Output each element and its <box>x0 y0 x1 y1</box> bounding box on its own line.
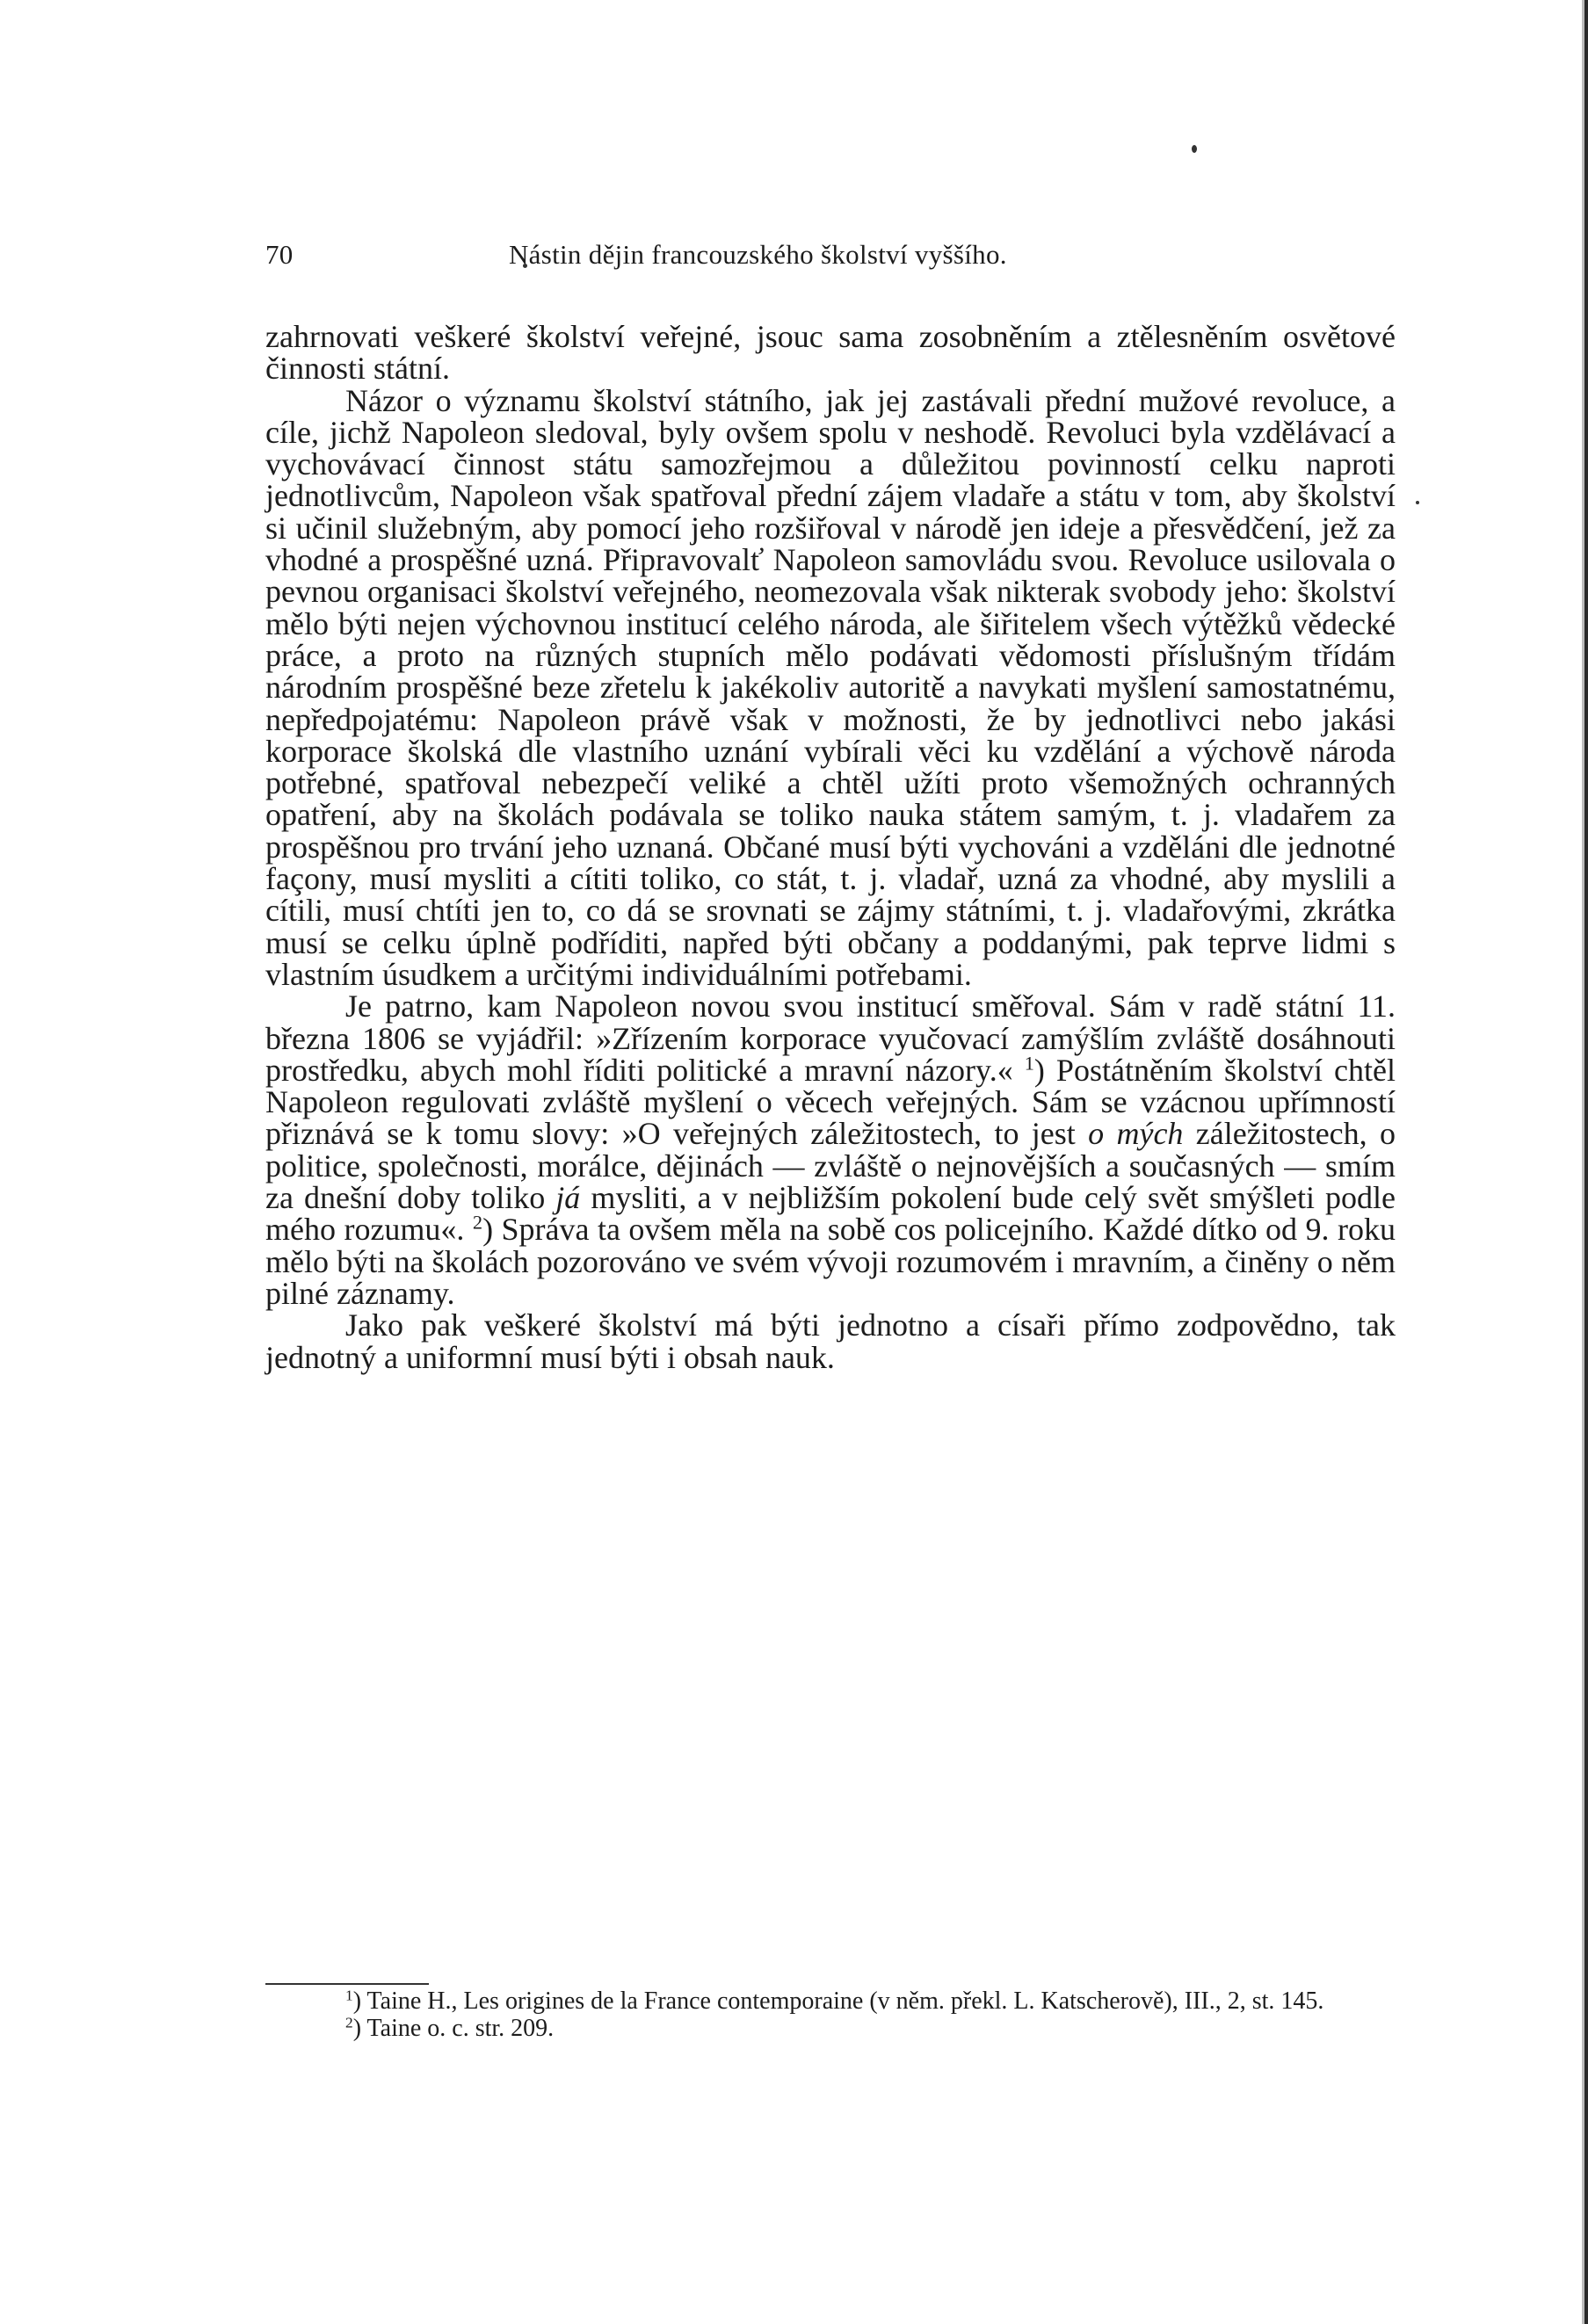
body-text <box>265 321 1396 1373</box>
text-segment: ) Postátněním školství chtěl Napoleon regulovati zvláště myšlení o věcech veřejných. Sám se vzácnou upřímností přiznává se k tomu slovy: »O veřejných záležitostech, to jest <box>265 1052 1396 1152</box>
text-segment: mysliti, a v nejbližším pokolení bude celý svět smýšleti podle mého rozumu«. <box>265 1180 1396 1248</box>
text-segment: záležitostech, o politice, společnosti, morálce, dějinách — zvláště o nejnovějších a současných — smím za dnešní doby toliko <box>265 1116 1396 1216</box>
footnote-marker: 2 <box>472 1212 483 1234</box>
footnote <box>265 1987 1396 2015</box>
ink-speck <box>1192 145 1197 153</box>
footnote-marker: 1 <box>1024 1052 1034 1075</box>
text-segment: ) Správa ta ovšem měla na sobě cos policejního. Každé dítko od 9. roku mělo býti na školách pozorováno ve svém vývoji rozumovém i mravním, a činěny o něm pilné záznamy. <box>265 1212 1396 1311</box>
footnote <box>265 2015 1396 2042</box>
paragraph <box>265 1309 1396 1373</box>
running-title: Nástin dějin francouzského školství vyššího. <box>509 239 1007 270</box>
emphasis-text: o mých <box>1088 1116 1184 1152</box>
footnotes <box>265 1987 1396 2042</box>
paragraph <box>265 382 1396 992</box>
page-edge <box>1584 0 1588 2324</box>
footnote-marker: 2 <box>345 2014 353 2031</box>
ink-speck <box>1416 501 1419 504</box>
text-segment: Názor o významu školství státního, jak jej zastávali přední mužové revoluce, a cíle, jichž Napoleon sledoval, byly ovšem spolu v neshodě. Revoluci byla vzdělávací a vychovávací činnost státu samozřejmou a důležitou povinností celku naproti jednotlivcům, Napoleon však spatřoval přední zájem vladaře a státu v tom, aby školství si učinil služebným, aby pomocí jeho rozšiřoval v národě jen ideje a přesvědčení, jež za vhodné a prospěšné uzná. Připravovalť Napoleon samovládu svou. Revoluce usilovala o pevnou organisaci školství veřejného, neomezovala však nikterak svobody jeho: školství mělo býti nejen výchovnou institucí celého národa, ale šiřitelem všech výtěžků vědecké práce, a proto na různých stupních mělo podávati vědomosti příslušným třídám národním prospěšné beze zřetelu k jakékoliv autoritě a navykati myšlení samostatnému, nepředpojatému: Napoleon právě však v možnosti, že by jednotlivci nebo jakási korporace školská dle vlastního uznání vybírali věci ku vzdělání a výchově národa potřebné, spatřoval nebezpečí veliké a chtěl užíti proto všemožných ochranných opatření, aby na školách podávala se toliko nauka státem samým, t. j. vladařem za prospěšnou pro trvání jeho uznaná. Občané musí býti vychováni a vzděláni dle jednotné façony, musí mysliti a cítiti toliko, co stát, t. j. vladař, uzná za vhodné, aby myslili a cítili, musí chtíti jen to, co dá se srovnati se zájmy státními, t. j. vladařovými, zkrátka musí se celku úplně podříditi, napřed býti občany a poddanými, pak teprve lidmi s vlastním úsudkem a určitými individuálními potřebami. <box>265 382 1396 992</box>
text-segment: zahrnovati veškeré školství veřejné, jsouc sama zosobněním a ztělesněním osvětové činnosti státní. <box>265 319 1396 387</box>
paragraph <box>265 321 1396 385</box>
text-segment: ) Taine o. c. str. 209. <box>352 2015 555 2042</box>
footnote-marker: 1 <box>345 1987 353 2004</box>
text-segment: ) Taine H., Les origines de la France contemporaine (v něm. překl. L. Katscherově), III., 2, st. 145. <box>352 1987 1324 2015</box>
page-number: 70 <box>265 239 294 270</box>
footnote-separator <box>265 1983 429 1985</box>
paragraph <box>265 990 1396 1309</box>
text-segment: Je patrno, kam Napoleon novou svou institucí směřoval. Sám v radě státní 11. března 1806 se vyjádřil: »Zřízením korporace vyučovací zamýšlím zvláště dosáhnouti prostředku, abych mohl říditi politické a mravní názory.« <box>265 988 1396 1088</box>
emphasis-text: já <box>555 1180 581 1216</box>
text-segment: Jako pak veškeré školství má býti jednotno a císaři přímo zodpovědno, tak jednotný a uniformní musí býti i obsah nauk. <box>265 1307 1396 1375</box>
